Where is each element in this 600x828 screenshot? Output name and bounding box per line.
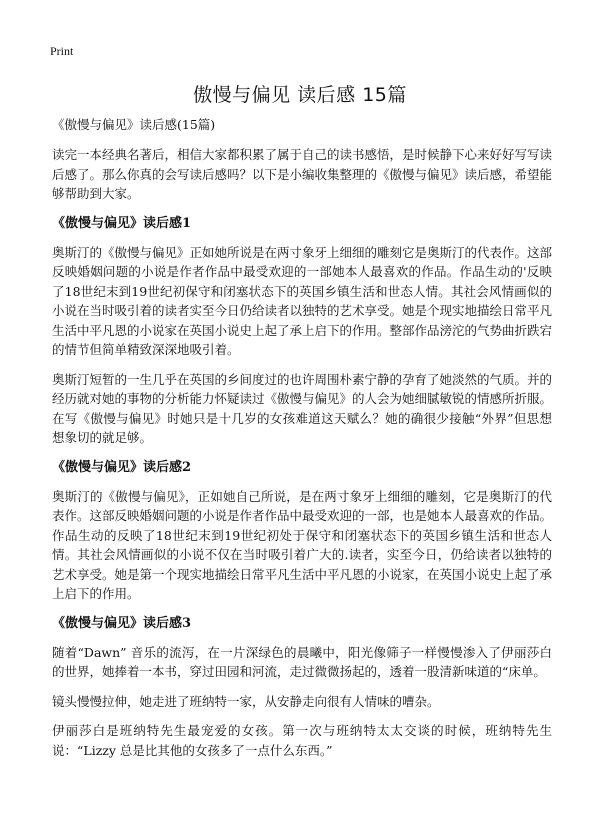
- section-heading-1: 《傲慢与偏见》读后感1: [52, 215, 192, 231]
- section-heading-2: 《傲慢与偏见》读后感2: [52, 459, 192, 475]
- section-1-paragraph-1: 奥斯汀的《傲慢与偏见》正如她所说是在两寸象牙上细细的雕刻它是奥斯汀的代表作。这部反映婚姻问题的小说是作者作品中最受欢迎的一部她本人最喜欢的作品。作品生动的'反映了18世纪末到19世纪初保守和闭塞状态下的英国乡镇生活和世态人情。其社会风情画似的小说在当时吸引着的读者实至今日仍给读者以独特的艺术享受。她是个现实地描绘日常平凡生活中平凡恩的小说家在英国小说史上起了承上启下的作用。整部作品滂沱的气势曲折跌宕的情节但简单精致深深地吸引着。: [52, 244, 553, 357]
- section-heading-3: 《傲慢与偏见》读后感3: [52, 615, 192, 631]
- section-3-paragraph-3: 伊丽莎白是班纳特先生最宠爱的女孩。第一次与班纳特太太交谈的时候，班纳特先生说：“Lizzy 总是比其他的女孩多了一点什么东西。”: [52, 723, 552, 758]
- section-3-paragraph-2: 镜头慢慢拉伸，她走进了班纳特一家，从安静走向很有人情味的嘈杂。: [52, 693, 440, 709]
- document-body: [52, 116, 552, 770]
- subtitle: 《傲慢与偏见》读后感(15篇): [52, 117, 216, 132]
- print-label: Print: [50, 44, 74, 58]
- page-title: 傲慢与偏见 读后感 15篇: [193, 84, 407, 106]
- section-2-paragraph-1: 奥斯汀的《傲慢与偏见》，正如她自己所说，是在两寸象牙上细细的雕刻，它是奥斯汀的代表作。这部反映婚姻问题的小说是作者作品中最受欢迎的一部，也是她本人最喜欢的作品。作品生动的反映了18世纪末到19世纪初处于保守和闭塞状态下的英国乡镇生活和世态人情。其社会风情画似的小说不仅在当时吸引着广大的.读者，实至今日，仍给读者以独特的艺术享受。她是第一个现实地描绘日常平凡生活中平凡恩的小说家，在英国小说史上起了承上启下的作用。: [52, 488, 553, 601]
- section-1-paragraph-2: 奥斯汀短暂的一生几乎在英国的乡间度过的也许周围朴素宁静的孕育了她淡然的气质。并的经历就对她的事物的分析能力怀疑读过《傲慢与偏见》的人会为她细腻敏锐的情感所折服。在写《傲慢与偏见》时她只是十几岁的女孩难道这天赋么？她的确很少接触“外界”但思想想象切的就足够。: [52, 371, 553, 445]
- intro-paragraph: 读完一本经典名著后，相信大家都积累了属于自己的读书感悟，是时候静下心来好好写写读后感了。那么你真的会写读后感吗？以下是小编收集整理的《傲慢与偏见》读后感，希望能够帮助到大家。: [52, 147, 553, 201]
- section-3-paragraph-1: 随着“Dawn” 音乐的流泻，在一片深绿色的晨曦中，阳光像筛子一样慢慢渗入了伊丽莎白的世界，她捧着一本书，穿过田园和河流，走过微微扬起的，透着一股清新味道的“床单。: [52, 644, 552, 679]
